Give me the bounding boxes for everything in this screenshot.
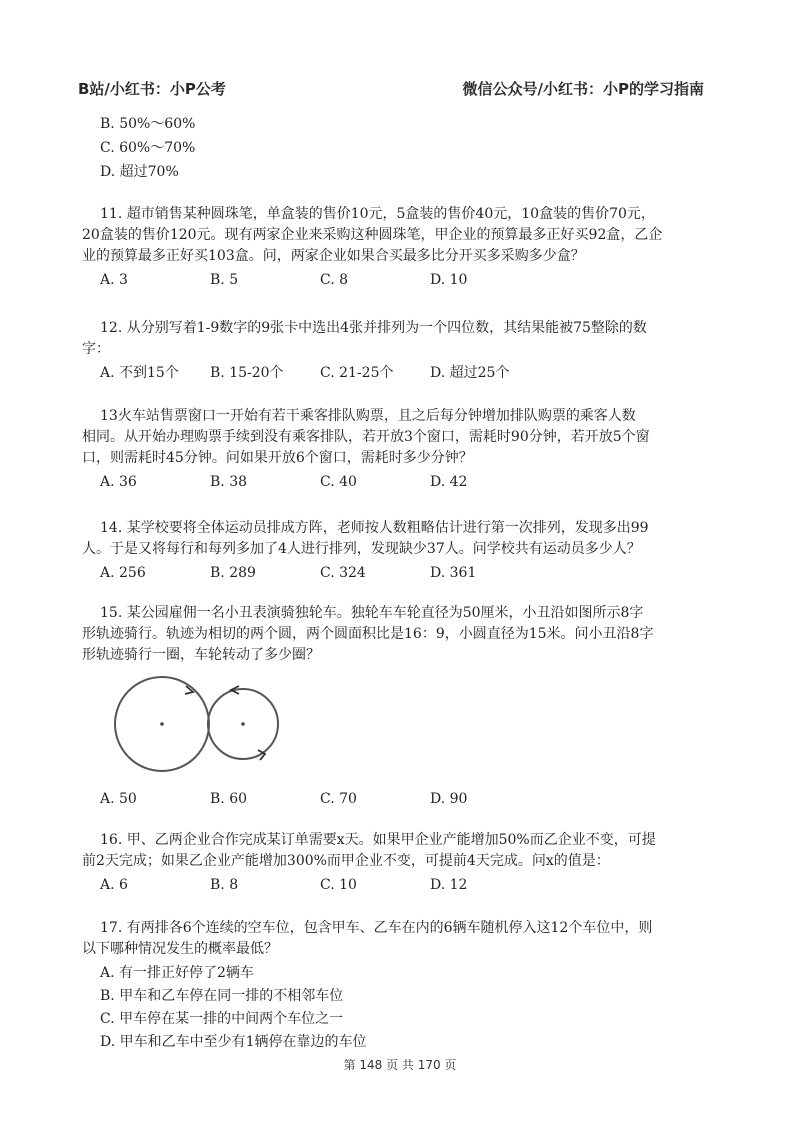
option-b: B. 5 (210, 272, 239, 288)
question-17 (82, 918, 712, 1052)
option-a: A. 有一排正好停了2辆车 (100, 965, 254, 981)
question-12 (82, 318, 712, 383)
option-c: C. 40 (320, 474, 357, 490)
option-b: B. 15-20个 (210, 365, 284, 381)
small-circle-center (241, 722, 245, 726)
option-b: B. 8 (210, 877, 239, 893)
header-left: B站/小红书：小P公考 (78, 80, 226, 98)
option-d: D. 361 (430, 565, 477, 581)
question-14 (82, 518, 712, 583)
question-line: 13火车站售票窗口一开始有若干乘客排队购票，且之后每分钟增加排队购票的乘客人数 (100, 408, 636, 424)
option-d: D. 90 (430, 791, 468, 807)
question-13 (82, 406, 712, 492)
question-line: 11. 超市销售某种圆珠笔，单盒装的售价10元，5盒装的售价40元，10盒装的售价70元， (100, 206, 655, 222)
option-a: A. 3 (100, 272, 128, 288)
header-right: 微信公众号/小红书：小P的学习指南 (462, 80, 704, 98)
question-11 (82, 204, 712, 290)
option-d: D. 12 (430, 877, 468, 893)
options-row (100, 563, 712, 583)
option-b: B. 38 (210, 474, 248, 490)
option-a: A. 36 (100, 474, 137, 490)
question-line: 口，则需耗时45分钟。问如果开放6个窗口，需耗时多少分钟？ (82, 450, 473, 466)
question-line: 相同。从开始办理购票手续到没有乘客排队，若开放3个窗口，需耗时90分钟，若开放5个窗 (82, 429, 650, 445)
option-b: B. 60 (210, 791, 248, 807)
option-c: C. 21-25个 (320, 365, 394, 381)
option-a: A. 256 (100, 565, 146, 581)
question-line: 15. 某公园雇佣一名小丑表演骑独轮车。独轮车车轮直径为50厘米，小丑沿如图所示8字 (100, 605, 644, 621)
question-line: 14. 某学校要将全体运动员排成方阵，老师按人数粗略估计进行第一次排列，发现多出99 (100, 520, 649, 536)
options-row (100, 875, 712, 895)
option-c: C. 70 (320, 791, 357, 807)
question-line: 业的预算最多正好买103盒。问，两家企业如果合买最多比分开买多采购多少盒？ (82, 248, 585, 264)
option-a: A. 6 (100, 877, 128, 893)
question-line: 以下哪种情况发生的概率最低？ (82, 941, 278, 957)
question-15 (82, 603, 712, 666)
figure-eight-track-diagram (108, 672, 308, 782)
question-15-options (100, 786, 712, 809)
question-line: 20盒装的售价120元。现有两家企业来采购这种圆珠笔，甲企业的预算最多正好买92盒，乙企 (82, 227, 663, 243)
question-line: 16. 甲、乙两企业合作完成某订单需要x天。如果甲企业产能增加50%而乙企业不变，可提 (100, 832, 656, 848)
option-b: B. 289 (210, 565, 256, 581)
question-line: 12. 从分别写着1-9数字的9张卡中选出4张并排列为一个四位数，其结果能被75整除的数 (100, 320, 647, 336)
prev-question-options (100, 114, 712, 182)
option-c: C. 8 (320, 272, 349, 288)
option-a: A. 50 (100, 791, 137, 807)
options-row (100, 472, 712, 492)
options-row (100, 270, 712, 290)
option-d: D. 10 (430, 272, 468, 288)
option: C. 60%～70% (100, 140, 196, 156)
question-line: 17. 有两排各6个连续的空车位，包含甲车、乙车在内的6辆车随机停入这12个车位中，则 (100, 920, 653, 936)
option-d: D. 42 (430, 474, 468, 490)
question-16 (82, 830, 712, 895)
option-d: D. 超过25个 (430, 365, 510, 381)
question-line: 形轨迹骑行一圈，车轮转动了多少圈？ (82, 647, 320, 663)
option-d: D. 甲车和乙车中至少有1辆停在靠边的车位 (100, 1034, 367, 1050)
option-a: A. 不到15个 (100, 365, 179, 381)
option: B. 50%～60% (100, 116, 196, 132)
options-row (100, 363, 712, 383)
question-line: 前2天完成；如果乙企业产能增加300%而甲企业不变，可提前4天完成。问x的值是： (82, 853, 610, 869)
option-c: C. 甲车停在某一排的中间两个车位之一 (100, 1011, 344, 1027)
question-line: 人。于是又将每行和每列多加了4人进行排列，发现缺少37人。问学校共有运动员多少人？ (82, 541, 641, 557)
option-c: C. 324 (320, 565, 366, 581)
page-header (78, 78, 704, 99)
options-row (100, 789, 712, 809)
option-c: C. 10 (320, 877, 357, 893)
option-b: B. 甲车和乙车停在同一排的不相邻车位 (100, 988, 344, 1004)
question-line: 字： (82, 341, 110, 357)
option: D. 超过70% (100, 164, 179, 180)
question-line: 形轨迹骑行。轨迹为相切的两个圆，两个圆面积比是16：9，小圆直径为15米。问小丑沿8字 (82, 626, 654, 642)
page-number: 第 148 页 共 170 页 (343, 1058, 457, 1072)
large-circle-center (160, 722, 164, 726)
